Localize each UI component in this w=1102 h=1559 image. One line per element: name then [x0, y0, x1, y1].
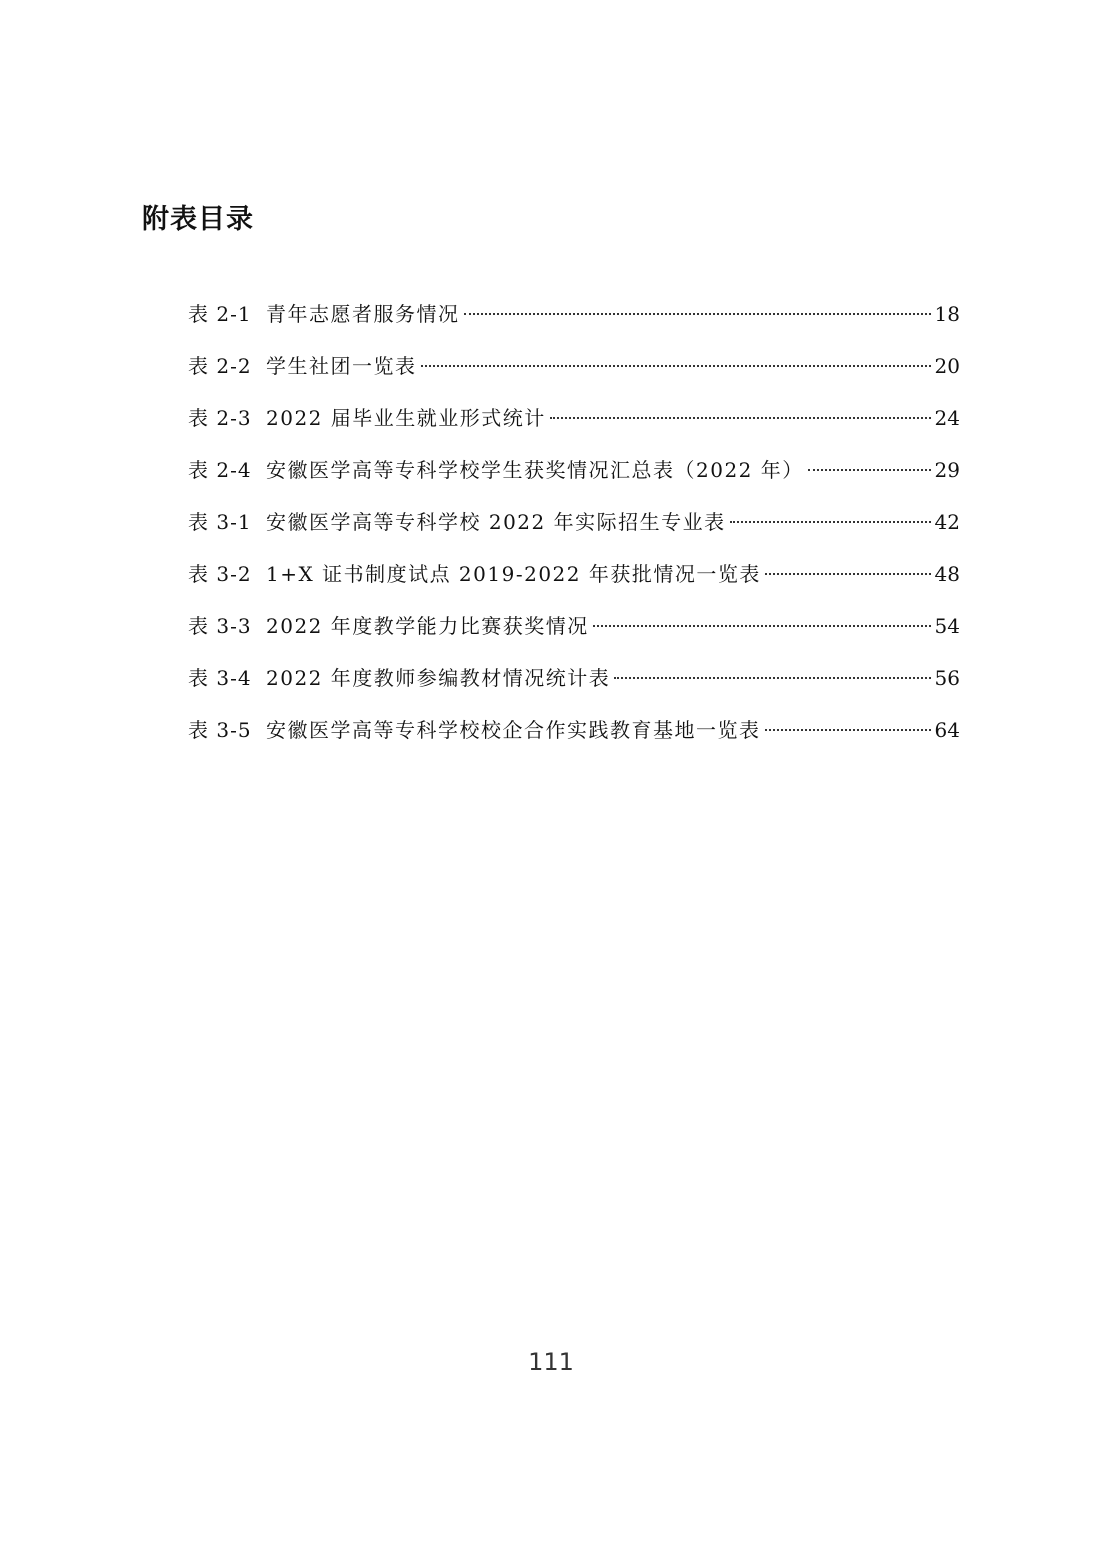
- table-of-contents: [188, 294, 960, 762]
- page-number: 111: [528, 1348, 574, 1376]
- toc-entry-table-3-5[interactable]: [188, 710, 960, 762]
- toc-entry-label: 表 3-5: [188, 718, 252, 742]
- toc-entry-page: 29: [934, 458, 960, 482]
- toc-entry-title: 1+X 证书制度试点 2019-2022 年获批情况一览表: [266, 562, 761, 586]
- dot-leader: [730, 521, 931, 523]
- dot-leader: [421, 365, 931, 367]
- page-title: 附表目录: [142, 204, 254, 235]
- toc-entry-title: 安徽医学高等专科学校学生获奖情况汇总表（2022 年）: [266, 458, 804, 482]
- toc-entry-label: 表 2-4: [188, 458, 252, 482]
- dot-leader: [765, 729, 931, 731]
- toc-entry-table-3-4[interactable]: [188, 658, 960, 710]
- toc-entry-table-2-2[interactable]: [188, 346, 960, 398]
- toc-entry-title: 2022 年度教学能力比赛获奖情况: [266, 614, 589, 638]
- toc-entry-title: 2022 年度教师参编教材情况统计表: [266, 666, 611, 690]
- toc-entry-table-3-1[interactable]: [188, 502, 960, 554]
- toc-entry-table-2-1[interactable]: [188, 294, 960, 346]
- dot-leader: [593, 625, 931, 627]
- toc-entry-table-3-2[interactable]: [188, 554, 960, 606]
- toc-entry-page: 48: [934, 562, 960, 586]
- toc-entry-table-3-3[interactable]: [188, 606, 960, 658]
- toc-entry-page: 20: [934, 354, 960, 378]
- toc-entry-page: 18: [934, 302, 960, 326]
- dot-leader: [550, 417, 931, 419]
- toc-entry-label: 表 3-3: [188, 614, 252, 638]
- toc-entry-label: 表 3-1: [188, 510, 252, 534]
- toc-entry-label: 表 3-2: [188, 562, 252, 586]
- toc-entry-title: 青年志愿者服务情况: [266, 302, 460, 326]
- toc-entry-page: 42: [934, 510, 960, 534]
- dot-leader: [614, 677, 930, 679]
- toc-entry-title: 安徽医学高等专科学校 2022 年实际招生专业表: [266, 510, 726, 534]
- toc-entry-page: 54: [934, 614, 960, 638]
- toc-entry-label: 表 2-2: [188, 354, 252, 378]
- toc-entry-page: 24: [934, 406, 960, 430]
- toc-entry-title: 学生社团一览表: [266, 354, 417, 378]
- toc-entry-page: 64: [934, 718, 960, 742]
- toc-entry-table-2-4[interactable]: [188, 450, 960, 502]
- toc-entry-page: 56: [934, 666, 960, 690]
- toc-entry-label: 表 2-3: [188, 406, 252, 430]
- toc-entry-title: 安徽医学高等专科学校校企合作实践教育基地一览表: [266, 718, 761, 742]
- dot-leader: [765, 573, 931, 575]
- toc-entry-title: 2022 届毕业生就业形式统计: [266, 406, 546, 430]
- dot-leader: [808, 469, 931, 471]
- toc-entry-label: 表 3-4: [188, 666, 252, 690]
- toc-entry-label: 表 2-1: [188, 302, 252, 326]
- dot-leader: [464, 313, 931, 315]
- toc-entry-table-2-3[interactable]: [188, 398, 960, 450]
